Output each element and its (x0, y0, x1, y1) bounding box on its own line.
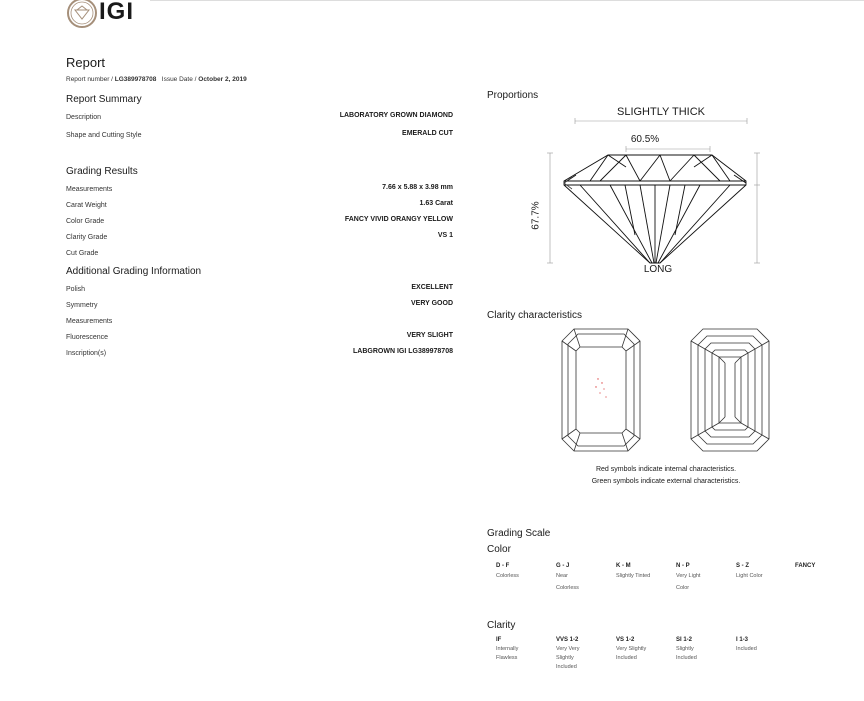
clarity-note-external: Green symbols indicate external characteristics. (591, 478, 741, 485)
color-desc: Near (556, 573, 568, 579)
clarity-scale-item (496, 637, 518, 663)
additional-value: LABGROWN IGI LG389978708 (353, 348, 453, 355)
igi-logo (66, 0, 156, 30)
color-scale-item (496, 563, 519, 581)
grading-label: Clarity Grade (66, 234, 108, 241)
summary-value: EMERALD CUT (402, 130, 453, 137)
emerald-crown-icon (562, 329, 640, 451)
additional-value: EXCELLENT (411, 284, 453, 291)
clarity-scale-item (676, 637, 697, 663)
logo-text: IGI (99, 0, 135, 25)
additional-label: Measurements (66, 318, 113, 325)
color-grade: N - P (676, 563, 690, 569)
color-grade: S - Z (736, 563, 749, 569)
grading-label: Carat Weight (66, 202, 107, 209)
grading-title: Grading Results (66, 166, 138, 177)
additional-label: Inscription(s) (66, 350, 107, 357)
color-scale-item (795, 563, 815, 569)
grading-label: Measurements (66, 186, 113, 193)
report-title: Report (66, 55, 106, 70)
clarity-scale-title: Clarity (487, 620, 516, 631)
summary-label: Shape and Cutting Style (66, 132, 142, 139)
color-desc: Very Light (676, 573, 701, 579)
additional-title: Additional Grading Information (66, 266, 202, 277)
color-desc: Light Color (736, 573, 763, 579)
clarity-desc: Included (616, 655, 637, 661)
additional-value: VERY GOOD (410, 300, 453, 307)
proportions-diagram (540, 115, 770, 275)
summary-title: Report Summary (66, 94, 142, 105)
color-grade: FANCY (795, 563, 816, 569)
additional-label: Symmetry (66, 302, 98, 309)
clarity-desc: Slightly (556, 655, 574, 661)
clarity-plot-crown (560, 327, 642, 453)
grading-label: Cut Grade (66, 250, 99, 257)
clarity-scale-item (616, 637, 646, 663)
grading-value: 7.66 x 5.88 x 3.98 mm (382, 184, 453, 191)
clarity-desc: Included (556, 664, 577, 670)
clarity-chars-title: Clarity characteristics (487, 310, 583, 321)
clarity-desc: Included (736, 646, 757, 652)
grading-value: VS 1 (437, 232, 453, 239)
color-desc: Colorless (556, 585, 579, 591)
clarity-desc: Very Slightly (616, 646, 647, 652)
color-scale-item (736, 563, 763, 581)
clarity-desc: Included (676, 655, 697, 661)
color-grade: G - J (556, 563, 570, 569)
color-scale-title: Color (487, 544, 511, 555)
issue-date: October 2, 2019 (198, 76, 247, 83)
color-desc: Colorless (496, 573, 519, 579)
clarity-note-internal: Red symbols indicate internal characteristics. (595, 466, 737, 473)
report-number: LG389978708 (114, 76, 157, 83)
girdle-label: SLIGHTLY THICK (616, 106, 706, 118)
clarity-grade: VS 1-2 (616, 637, 635, 643)
color-desc: Color (676, 585, 690, 591)
igi-seal-icon (66, 0, 100, 30)
clarity-grade: SI 1-2 (676, 637, 693, 643)
inclusion-marks (595, 378, 606, 397)
report-meta (66, 76, 247, 83)
color-grade: D - F (496, 563, 510, 569)
clarity-grade: IF (496, 637, 502, 643)
clarity-scale-item (556, 637, 580, 672)
color-grade: K - M (616, 563, 631, 569)
table-pct-label: 60.5% (630, 134, 660, 145)
culet-label: LONG (643, 264, 673, 275)
depth-pct-label: 67.7% (530, 201, 542, 230)
color-scale-item (616, 563, 650, 581)
clarity-desc: Flawless (496, 655, 518, 661)
summary-label: Description (66, 114, 102, 121)
grading-value: FANCY VIVID ORANGY YELLOW (344, 216, 453, 223)
grading-value: 1.63 Carat (419, 200, 453, 207)
issue-date-label: Issue Date / (161, 76, 197, 83)
color-scale-item (676, 563, 700, 593)
report-number-label: Report number / (66, 76, 113, 83)
clarity-desc: Internally (496, 646, 519, 652)
grading-label: Color Grade (66, 218, 105, 225)
color-desc: Slightly Tinted (616, 573, 651, 579)
diamond-profile-icon (564, 155, 746, 263)
clarity-desc: Very Very (556, 646, 580, 652)
grading-scale-title: Grading Scale (487, 528, 551, 539)
clarity-grade: I 1-3 (736, 637, 749, 643)
emerald-pavilion-icon (691, 329, 769, 451)
summary-value: LABORATORY GROWN DIAMOND (339, 112, 453, 119)
color-scale-item (556, 563, 579, 593)
top-divider (150, 0, 864, 1)
clarity-desc: Slightly (676, 646, 694, 652)
clarity-plot-pavilion (689, 327, 771, 453)
additional-value: VERY SLIGHT (406, 332, 453, 339)
proportions-title: Proportions (487, 90, 539, 101)
additional-label: Fluorescence (66, 334, 109, 341)
clarity-scale-item (736, 637, 757, 654)
clarity-grade: VVS 1-2 (556, 637, 579, 643)
additional-label: Polish (66, 286, 86, 293)
